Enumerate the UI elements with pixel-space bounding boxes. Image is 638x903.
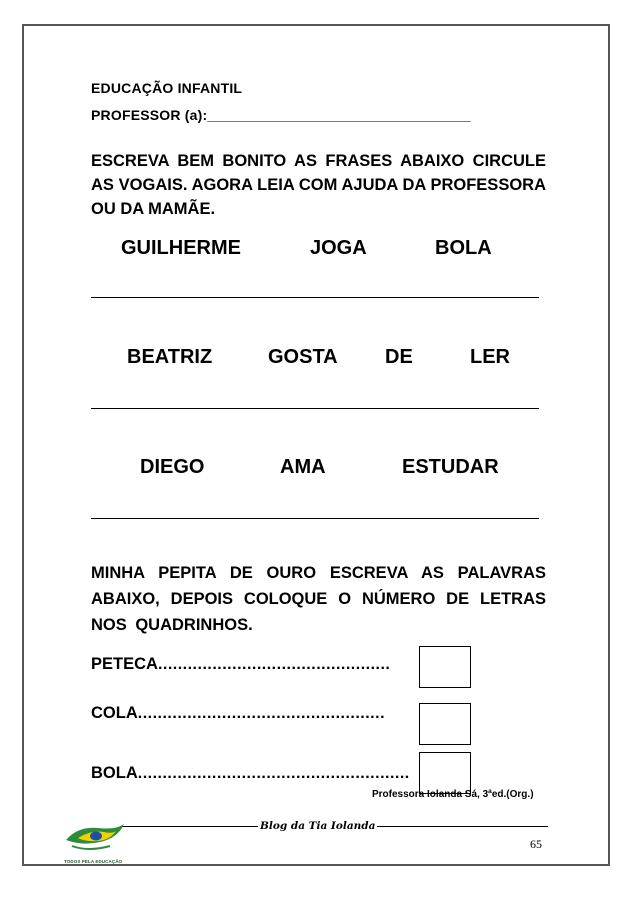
dots-cola: .................................................. (137, 705, 386, 722)
word-peteca: PETECA (91, 655, 158, 673)
sentence-1-word-2: JOGA (310, 237, 367, 259)
letter-count-box-bola[interactable] (419, 752, 471, 794)
sentence-1-write-line[interactable] (91, 297, 539, 298)
word-row-peteca (91, 655, 390, 674)
instructions-write-words: MINHA PEPITA DE OURO ESCREVA AS PALAVRAS ABAIXO, DEPOIS COLOQUE O NÚMERO DE LETRAS NOS QUADRINHOS. (91, 564, 546, 634)
dots-bola: ....................................................... (137, 765, 410, 782)
sentence-3-word-2: AMA (280, 456, 326, 478)
word-row-cola (91, 704, 385, 723)
letter-count-box-cola[interactable] (419, 703, 471, 745)
brazil-flag-icon (64, 822, 126, 854)
sentence-3-word-1: DIEGO (140, 456, 205, 478)
header-professor-field: PROFESSOR (a):_________________________________ (91, 107, 471, 123)
credit-author: Professora Iolanda Sá, 3ªed.(Org.) (372, 789, 534, 800)
logo-text: TODOS PELA EDUCAÇÃO (64, 859, 123, 864)
todos-pela-educacao-logo (64, 822, 126, 862)
page-number: 65 (530, 837, 542, 851)
word-bola: BOLA (91, 764, 138, 782)
sentence-3-write-line[interactable] (91, 518, 539, 519)
dots-peteca: ............................................... (157, 656, 391, 673)
sentence-1-word-1: GUILHERME (121, 237, 241, 259)
sentence-2-word-2: GOSTA (268, 346, 338, 368)
header-title: EDUCAÇÃO INFANTIL (91, 80, 243, 96)
sentence-2-write-line[interactable] (91, 408, 539, 409)
sentence-2-word-3: DE (385, 346, 413, 368)
footer-blog-name: Blog da Tia Iolanda (260, 820, 376, 832)
sentence-2-word-4: LER (470, 346, 510, 368)
word-row-bola (91, 764, 410, 783)
sentence-1-word-3: BOLA (435, 237, 492, 259)
letter-count-box-peteca[interactable] (419, 646, 471, 688)
sentence-3-word-3: ESTUDAR (402, 456, 499, 478)
sentence-2-word-1: BEATRIZ (127, 346, 213, 368)
word-cola: COLA (91, 704, 138, 722)
instructions-write-sentences: ESCREVA BEM BONITO AS FRASES ABAIXO CIRCULE AS VOGAIS. AGORA LEIA COM AJUDA DA PROFESSORA OU DA MAMÃE. (91, 152, 546, 218)
